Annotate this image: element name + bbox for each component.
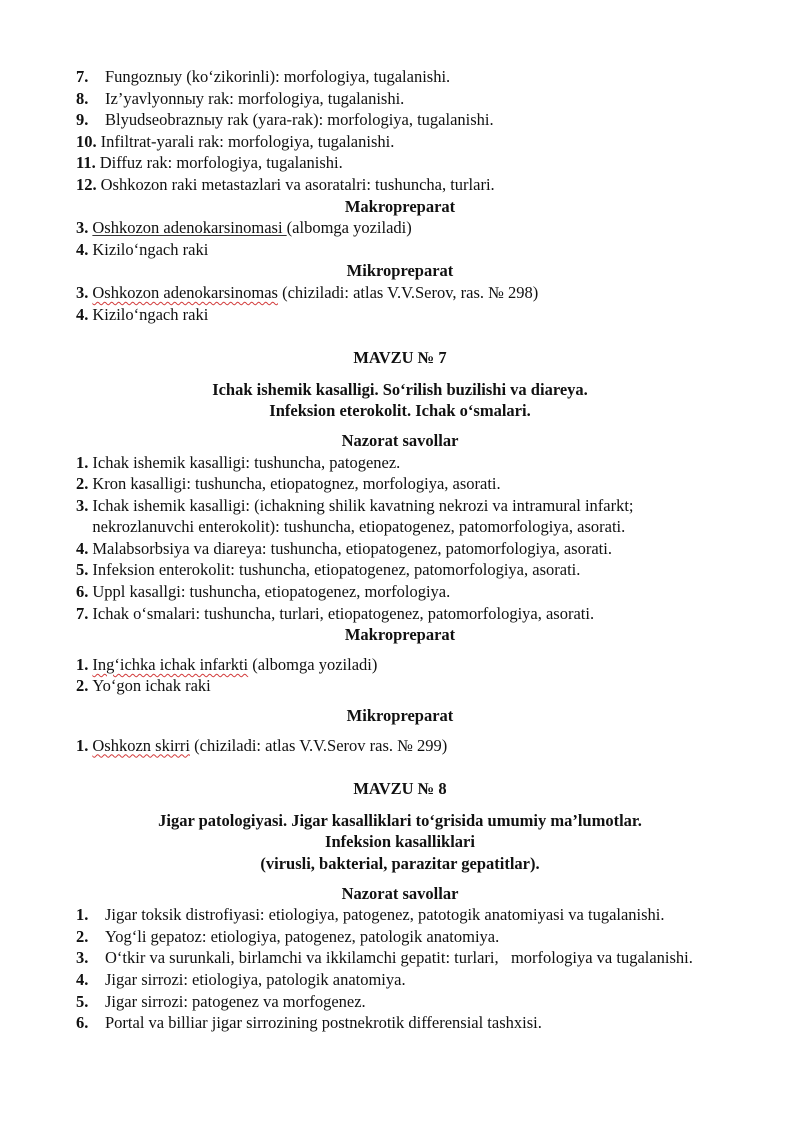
item-number: 2. [76,676,89,696]
item-number: 10. [76,131,97,151]
item-number: 4. [76,969,89,989]
nazorat-heading: Nazorat savollar [341,430,459,450]
item-number: 5. [76,560,89,580]
makropreparat-heading: Makropreparat [344,196,456,216]
item-text: Fungoznыу (ko‘zikorinli): morfologiya, tugalanishi. [105,67,451,86]
item-text: Infeksion enterokolit: tushuncha, etiopatogenez, patomorfologiya, asorati. [92,560,581,580]
item-text: Yog‘li gepatoz: etiologiya, patogenez, patologik anatomiya. [105,926,500,946]
item-number: 3. [76,948,89,968]
item-number: 7. [76,603,89,623]
list-item [76,675,724,697]
list-item [76,152,724,174]
item-number: 3. [76,218,89,238]
item-number: 6. [76,1013,89,1033]
list-item [76,559,724,581]
item-text: Jigar toksik distrofiyasi: etiologiya, patogenez, patotogik anatomiyasi va tugalanishi. [105,905,665,925]
topic-subtitle: Infeksion eterokolit. Ichak o‘smalari. [269,401,531,421]
item-note: (albomga yoziladi) [248,654,378,674]
item-text: O‘tkir va surunkali, birlamchi va ikkilamchi gepatit: turlari, morfologiya va tugalanishi. [105,948,693,968]
list-item [76,174,724,196]
item-number: 4. [76,239,89,259]
item-number: 3. [76,282,89,302]
topic-subtitle: Infeksion kasalliklari [325,832,475,852]
item-number: 4. [76,304,89,324]
item-text: Yo‘gon ichak raki [92,676,211,696]
nazorat-heading: Nazorat savollar [341,883,459,903]
item-text: Jigar sirrozi: patogenez va morfogenez. [105,991,366,1011]
item-text: Diffuz rak: morfologiya, tugalanishi. [99,153,343,173]
topic-title: MAVZU № 8 [353,779,447,799]
item-number: 2. [76,926,89,946]
list-item [76,473,724,495]
item-note: (chiziladi: atlas V.V.Serov, ras. № 298) [277,282,539,302]
item-text [92,495,724,538]
list-item [76,926,724,948]
item-number: 1. [76,654,89,674]
item-number: 9. [76,110,89,130]
list-item [76,131,724,153]
item-number: 1. [76,905,89,925]
item-text: Malabsorbsiya va diareya: tushuncha, etiopatogenez, patomorfologiya, asorati. [92,538,612,558]
item-number: 12. [76,174,97,194]
item-text-line: Ichak ishemik kasalligi: (ichakning shilik kavatning nekrozi va intramural infarkt; [92,495,634,515]
list-item [76,88,724,110]
item-number: 4. [76,538,89,558]
item-text: Ichak ishemik kasalligi: tushuncha, patogenez. [92,452,401,472]
item-text: Jigar sirrozi: etiologiya, patologik anatomiya. [105,969,406,989]
topic-title: MAVZU № 7 [353,348,447,368]
list-item [76,735,724,757]
item-number: 8. [76,88,89,108]
topic-subtitle: (virusli, bakterial, parazitar gepatitlar). [260,854,540,873]
list-item [76,239,724,261]
item-note: (albomga yoziladi) [286,218,412,238]
specimen-link[interactable]: Oshkozon adenokarsinomasi [92,218,287,238]
item-text: Infiltrat-yarali rak: morfologiya, tugalanishi. [100,131,395,151]
makropreparat-heading: Makropreparat [344,625,456,645]
item-text: Portal va billiar jigar sirrozining postnekrotik differensial tashxisi. [105,1013,542,1033]
list-item [76,603,724,625]
specimen-link[interactable]: Oshkozon adenokarsinomas [92,282,278,302]
item-text [92,735,724,757]
page-content [76,66,724,1034]
item-number: 3. [76,495,89,515]
list-item [76,654,724,676]
list-item [76,217,724,239]
list-item [76,581,724,603]
list-item [76,991,724,1013]
list-item [76,904,724,926]
topic-subtitle: Jigar patologiyasi. Jigar kasalliklari to‘grisida umumiy ma’lumotlar. [158,810,642,830]
item-number: 1. [76,735,89,755]
list-item [76,109,724,131]
item-text: Blyudseobraznыу rak (yara-rak): morfologiya, tugalanishi. [105,110,494,130]
list-item [76,947,724,969]
item-note: (chiziladi: atlas V.V.Serov ras. № 299) [190,735,448,755]
item-text: Oshkozon raki metastazlari va asoratalri: tushuncha, turlari. [100,174,495,194]
item-number: 2. [76,474,89,494]
item-text: Iz’yavlyonnыу rak: morfologiya, tugalanishi. [105,88,405,108]
specimen-link[interactable]: Oshkozn skirri [92,735,190,755]
item-number: 7. [76,67,89,86]
list-item [76,1012,724,1034]
list-item [76,969,724,991]
item-text-line: nekrozlanuvchi enterokolit): tushuncha, etiopatogenez, patomorfologiya, asorati. [92,517,626,537]
item-text [92,217,724,239]
item-text: Uppl kasallgi: tushuncha, etiopatogenez, morfologiya. [92,582,451,602]
item-text: Kizilo‘ngach raki [92,239,209,259]
mikropreparat-heading: Mikropreparat [346,706,454,726]
item-number: 5. [76,991,89,1011]
topic-subtitle: Ichak ishemik kasalligi. So‘rilish buzilishi va diareya. [212,379,588,399]
item-number: 11. [76,153,96,173]
item-text: Kizilo‘ngach raki [92,304,209,324]
specimen-link[interactable]: Ing‘ichka ichak infarkti [92,654,249,674]
list-item [76,304,724,326]
list-item [76,282,724,304]
item-number: 1. [76,452,89,472]
item-number: 6. [76,582,89,602]
list-item [76,66,724,88]
item-text: Kron kasalligi: tushuncha, etiopatognez, morfologiya, asorati. [92,474,501,494]
list-item [76,538,724,560]
item-text [92,654,724,676]
list-item [76,452,724,474]
list-item [76,495,724,538]
item-text: Ichak o‘smalari: tushuncha, turlari, etiopatogenez, patomorfologiya, asorati. [92,603,595,623]
item-text [92,282,724,304]
top-question-list [76,66,724,196]
mikropreparat-heading: Mikropreparat [346,261,454,281]
